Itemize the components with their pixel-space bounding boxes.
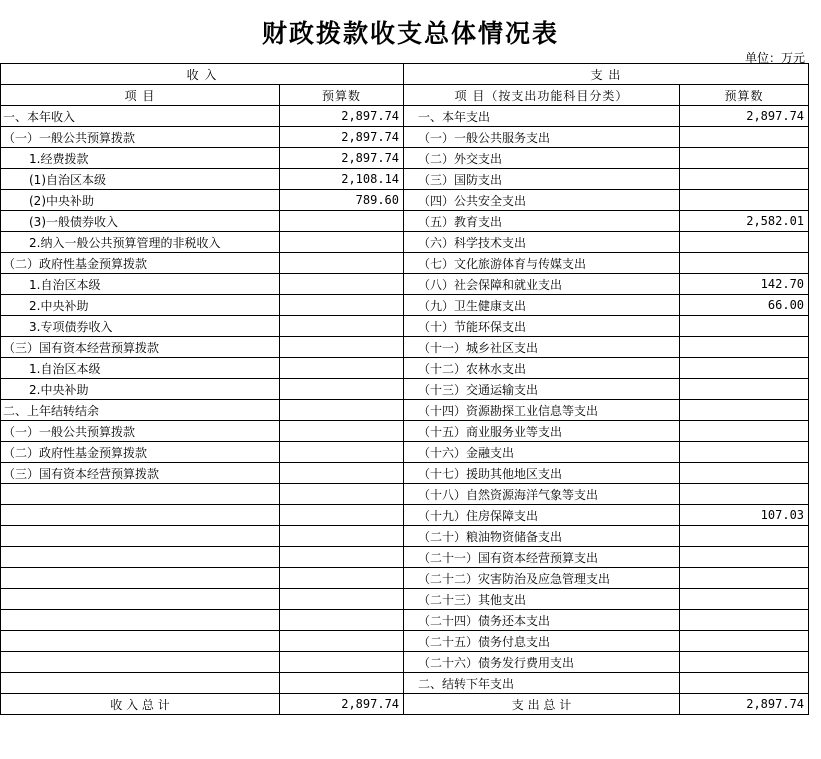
income-item: （二）政府性基金预算拨款 bbox=[1, 442, 280, 463]
income-budget bbox=[280, 253, 404, 274]
income-budget bbox=[280, 547, 404, 568]
table-row bbox=[1, 526, 809, 547]
expense-item: （九）卫生健康支出 bbox=[404, 295, 680, 316]
table-row bbox=[1, 190, 809, 211]
income-budget bbox=[280, 421, 404, 442]
expense-budget bbox=[680, 337, 809, 358]
expense-item: （七）文化旅游体育与传媒支出 bbox=[404, 253, 680, 274]
expense-item: （十六）金融支出 bbox=[404, 442, 680, 463]
expense-item: （一）一般公共服务支出 bbox=[404, 127, 680, 148]
income-item-header: 项 目 bbox=[1, 85, 280, 106]
expense-budget bbox=[680, 400, 809, 421]
expense-item: （十四）资源勘探工业信息等支出 bbox=[404, 400, 680, 421]
income-budget: 2,108.14 bbox=[280, 169, 404, 190]
expense-budget bbox=[680, 148, 809, 169]
income-item: 2.纳入一般公共预算管理的非税收入 bbox=[1, 232, 280, 253]
income-item bbox=[1, 484, 280, 505]
income-budget bbox=[280, 673, 404, 694]
income-item: 一、本年收入 bbox=[1, 106, 280, 127]
expense-item: （二十六）债务发行费用支出 bbox=[404, 652, 680, 673]
table-row bbox=[1, 568, 809, 589]
income-total-label: 收 入 总 计 bbox=[1, 694, 280, 715]
table-row bbox=[1, 169, 809, 190]
income-budget: 2,897.74 bbox=[280, 106, 404, 127]
income-item bbox=[1, 652, 280, 673]
expense-budget bbox=[680, 127, 809, 148]
income-budget-header: 预算数 bbox=[280, 85, 404, 106]
expense-budget bbox=[680, 379, 809, 400]
income-item: 二、上年结转结余 bbox=[1, 400, 280, 421]
income-budget bbox=[280, 337, 404, 358]
expense-budget bbox=[680, 484, 809, 505]
income-budget bbox=[280, 232, 404, 253]
income-budget: 2,897.74 bbox=[280, 127, 404, 148]
expense-budget: 2,582.01 bbox=[680, 211, 809, 232]
table-row bbox=[1, 631, 809, 652]
expense-item: （十三）交通运输支出 bbox=[404, 379, 680, 400]
income-item: （三）国有资本经营预算拨款 bbox=[1, 337, 280, 358]
income-item bbox=[1, 631, 280, 652]
expense-item: （十九）住房保障支出 bbox=[404, 505, 680, 526]
income-item: 1.自治区本级 bbox=[1, 274, 280, 295]
expense-item: （二十）粮油物资储备支出 bbox=[404, 526, 680, 547]
table-row bbox=[1, 211, 809, 232]
expense-budget bbox=[680, 442, 809, 463]
expense-header: 支 出 bbox=[404, 64, 809, 85]
expense-item: （六）科学技术支出 bbox=[404, 232, 680, 253]
income-item: 3.专项债券收入 bbox=[1, 316, 280, 337]
expense-budget bbox=[680, 610, 809, 631]
expense-budget: 2,897.74 bbox=[680, 106, 809, 127]
expense-item-header: 项 目（按支出功能科目分类） bbox=[404, 85, 680, 106]
expense-item: 二、结转下年支出 bbox=[404, 673, 680, 694]
unit-label: 单位：万元 bbox=[744, 51, 805, 65]
income-budget bbox=[280, 526, 404, 547]
expense-total-value: 2,897.74 bbox=[680, 694, 809, 715]
income-item: 1.经费拨款 bbox=[1, 148, 280, 169]
income-budget bbox=[280, 442, 404, 463]
expense-budget bbox=[680, 463, 809, 484]
expense-item: （二十五）债务付息支出 bbox=[404, 631, 680, 652]
table-row bbox=[1, 337, 809, 358]
header-row-columns bbox=[1, 85, 809, 106]
income-budget bbox=[280, 589, 404, 610]
income-item: (3)一般债券收入 bbox=[1, 211, 280, 232]
table-row bbox=[1, 106, 809, 127]
expense-budget bbox=[680, 316, 809, 337]
table-row bbox=[1, 589, 809, 610]
page-title: 财政拨款收支总体情况表 bbox=[261, 19, 559, 48]
table-row bbox=[1, 400, 809, 421]
expense-item: （八）社会保障和就业支出 bbox=[404, 274, 680, 295]
expense-item: （二十三）其他支出 bbox=[404, 589, 680, 610]
income-item: （二）政府性基金预算拨款 bbox=[1, 253, 280, 274]
table-row bbox=[1, 379, 809, 400]
table-row bbox=[1, 295, 809, 316]
income-budget bbox=[280, 358, 404, 379]
income-item: （一）一般公共预算拨款 bbox=[1, 421, 280, 442]
expense-item: （二十四）债务还本支出 bbox=[404, 610, 680, 631]
header-row-top bbox=[1, 64, 809, 85]
table-row bbox=[1, 316, 809, 337]
income-item bbox=[1, 610, 280, 631]
income-item bbox=[1, 589, 280, 610]
income-budget bbox=[280, 568, 404, 589]
table-row bbox=[1, 127, 809, 148]
table-row bbox=[1, 673, 809, 694]
table-row bbox=[1, 253, 809, 274]
income-item: (1)自治区本级 bbox=[1, 169, 280, 190]
income-budget bbox=[280, 484, 404, 505]
expense-budget: 107.03 bbox=[680, 505, 809, 526]
expense-budget bbox=[680, 547, 809, 568]
income-item bbox=[1, 526, 280, 547]
expense-budget bbox=[680, 568, 809, 589]
income-item: (2)中央补助 bbox=[1, 190, 280, 211]
table-row bbox=[1, 610, 809, 631]
expense-budget bbox=[680, 673, 809, 694]
expense-item: （十七）援助其他地区支出 bbox=[404, 463, 680, 484]
budget-table bbox=[0, 63, 809, 715]
income-header: 收 入 bbox=[1, 64, 404, 85]
table-row bbox=[1, 148, 809, 169]
table-row bbox=[1, 463, 809, 484]
income-budget bbox=[280, 463, 404, 484]
table-row bbox=[1, 274, 809, 295]
expense-budget bbox=[680, 526, 809, 547]
expense-item: （二十一）国有资本经营预算支出 bbox=[404, 547, 680, 568]
income-item: （三）国有资本经营预算拨款 bbox=[1, 463, 280, 484]
expense-item: （十八）自然资源海洋气象等支出 bbox=[404, 484, 680, 505]
expense-budget bbox=[680, 421, 809, 442]
income-budget bbox=[280, 379, 404, 400]
income-budget bbox=[280, 316, 404, 337]
expense-item: （十）节能环保支出 bbox=[404, 316, 680, 337]
income-budget bbox=[280, 505, 404, 526]
table-row bbox=[1, 421, 809, 442]
expense-item: （十二）农林水支出 bbox=[404, 358, 680, 379]
income-budget: 2,897.74 bbox=[280, 148, 404, 169]
expense-item: （五）教育支出 bbox=[404, 211, 680, 232]
income-item bbox=[1, 547, 280, 568]
totals-row bbox=[1, 694, 809, 715]
income-budget bbox=[280, 295, 404, 316]
income-budget bbox=[280, 274, 404, 295]
expense-item: （二十二）灾害防治及应急管理支出 bbox=[404, 568, 680, 589]
expense-item: （四）公共安全支出 bbox=[404, 190, 680, 211]
expense-budget bbox=[680, 190, 809, 211]
income-item: 2.中央补助 bbox=[1, 295, 280, 316]
expense-item: （二）外交支出 bbox=[404, 148, 680, 169]
income-budget: 789.60 bbox=[280, 190, 404, 211]
expense-budget bbox=[680, 358, 809, 379]
expense-item: 一、本年支出 bbox=[404, 106, 680, 127]
expense-budget bbox=[680, 631, 809, 652]
expense-item: （三）国防支出 bbox=[404, 169, 680, 190]
income-budget bbox=[280, 400, 404, 421]
income-item: 2.中央补助 bbox=[1, 379, 280, 400]
table-row bbox=[1, 484, 809, 505]
income-item: （一）一般公共预算拨款 bbox=[1, 127, 280, 148]
expense-budget bbox=[680, 169, 809, 190]
income-item: 1.自治区本级 bbox=[1, 358, 280, 379]
expense-budget: 66.00 bbox=[680, 295, 809, 316]
expense-item: （十五）商业服务业等支出 bbox=[404, 421, 680, 442]
income-budget bbox=[280, 631, 404, 652]
expense-budget-header: 预算数 bbox=[680, 85, 809, 106]
expense-budget bbox=[680, 253, 809, 274]
expense-budget bbox=[680, 232, 809, 253]
table-row bbox=[1, 505, 809, 526]
income-budget bbox=[280, 652, 404, 673]
income-budget bbox=[280, 610, 404, 631]
income-item bbox=[1, 673, 280, 694]
table-row bbox=[1, 232, 809, 253]
expense-total-label: 支 出 总 计 bbox=[404, 694, 680, 715]
income-item bbox=[1, 505, 280, 526]
table-row bbox=[1, 358, 809, 379]
expense-item: （十一）城乡社区支出 bbox=[404, 337, 680, 358]
income-total-value: 2,897.74 bbox=[280, 694, 404, 715]
table-row bbox=[1, 652, 809, 673]
table-row bbox=[1, 442, 809, 463]
income-item bbox=[1, 568, 280, 589]
expense-budget bbox=[680, 652, 809, 673]
table-row bbox=[1, 547, 809, 568]
expense-budget: 142.70 bbox=[680, 274, 809, 295]
expense-budget bbox=[680, 589, 809, 610]
income-budget bbox=[280, 211, 404, 232]
